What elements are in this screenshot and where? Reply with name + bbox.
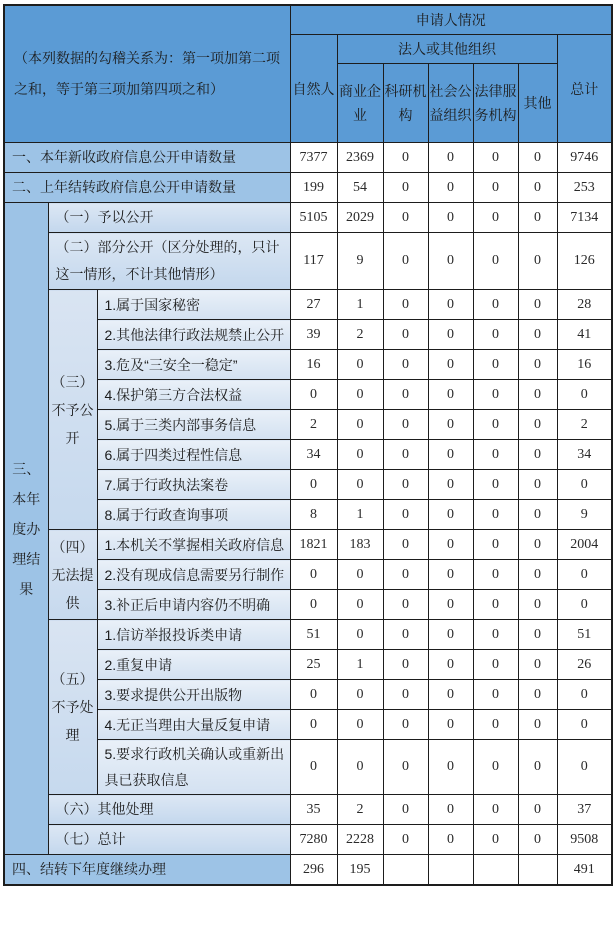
data-cell: 0 bbox=[518, 500, 557, 530]
data-cell: 7377 bbox=[290, 143, 337, 173]
data-cell: 0 bbox=[518, 320, 557, 350]
row-label: 1.属于国家秘密 bbox=[97, 290, 290, 320]
row-label: 一、本年新收政府信息公开申请数量 bbox=[4, 143, 290, 173]
data-cell: 0 bbox=[383, 380, 428, 410]
data-cell: 0 bbox=[473, 320, 518, 350]
data-cell: 0 bbox=[518, 350, 557, 380]
data-cell: 0 bbox=[557, 680, 612, 710]
info-disclosure-table bbox=[3, 4, 613, 886]
data-cell: 0 bbox=[383, 560, 428, 590]
data-cell: 0 bbox=[383, 440, 428, 470]
row-label: 4.无正当理由大量反复申请 bbox=[97, 710, 290, 740]
table-row bbox=[4, 795, 612, 825]
data-cell: 0 bbox=[290, 470, 337, 500]
data-cell: 0 bbox=[290, 680, 337, 710]
data-cell: 0 bbox=[337, 470, 383, 500]
data-cell: 0 bbox=[428, 620, 473, 650]
data-cell: 199 bbox=[290, 173, 337, 203]
data-cell: 0 bbox=[428, 590, 473, 620]
data-cell: 0 bbox=[428, 710, 473, 740]
data-cell: 7280 bbox=[290, 825, 337, 855]
data-cell: 0 bbox=[337, 560, 383, 590]
data-cell: 0 bbox=[473, 380, 518, 410]
data-cell: 0 bbox=[383, 650, 428, 680]
data-cell: 0 bbox=[473, 620, 518, 650]
data-cell: 0 bbox=[473, 500, 518, 530]
table-note: （本列数据的勾稽关系为：第一项加第二项之和，等于第三项加第四项之和） bbox=[4, 5, 290, 143]
data-cell: 0 bbox=[557, 710, 612, 740]
data-cell: 2 bbox=[337, 795, 383, 825]
table-row bbox=[4, 530, 612, 560]
table-row bbox=[4, 233, 612, 290]
data-cell: 0 bbox=[557, 380, 612, 410]
data-cell: 0 bbox=[518, 795, 557, 825]
data-cell: 0 bbox=[383, 470, 428, 500]
data-cell: 296 bbox=[290, 855, 337, 886]
data-cell: 0 bbox=[473, 530, 518, 560]
data-cell: 2369 bbox=[337, 143, 383, 173]
data-cell: 0 bbox=[473, 410, 518, 440]
column-header-other: 其他 bbox=[518, 64, 557, 143]
row-label: （七）总计 bbox=[48, 825, 290, 855]
data-cell: 2 bbox=[557, 410, 612, 440]
group-label: （五）不予处理 bbox=[48, 620, 97, 795]
data-cell: 0 bbox=[473, 290, 518, 320]
data-cell: 0 bbox=[518, 530, 557, 560]
data-cell: 0 bbox=[428, 680, 473, 710]
row-label: 1.信访举报投诉类申请 bbox=[97, 620, 290, 650]
data-cell: 2 bbox=[290, 410, 337, 440]
data-cell: 0 bbox=[383, 680, 428, 710]
data-cell: 1 bbox=[337, 500, 383, 530]
data-cell: 0 bbox=[428, 500, 473, 530]
data-cell: 0 bbox=[473, 590, 518, 620]
data-cell: 1821 bbox=[290, 530, 337, 560]
data-cell: 0 bbox=[428, 380, 473, 410]
data-cell: 0 bbox=[473, 710, 518, 740]
data-cell: 0 bbox=[518, 620, 557, 650]
data-cell: 0 bbox=[518, 410, 557, 440]
row-label: 四、结转下年度继续办理 bbox=[4, 855, 290, 886]
data-cell: 0 bbox=[383, 590, 428, 620]
row-label: 7.属于行政执法案卷 bbox=[97, 470, 290, 500]
data-cell: 0 bbox=[337, 380, 383, 410]
data-cell: 195 bbox=[337, 855, 383, 886]
data-cell: 0 bbox=[383, 795, 428, 825]
data-cell: 0 bbox=[383, 233, 428, 290]
data-cell: 0 bbox=[473, 560, 518, 590]
data-cell: 39 bbox=[290, 320, 337, 350]
row-label: 二、上年结转政府信息公开申请数量 bbox=[4, 173, 290, 203]
data-cell: 0 bbox=[428, 143, 473, 173]
data-cell: 0 bbox=[428, 410, 473, 440]
data-cell: 0 bbox=[473, 650, 518, 680]
row-label: 3.要求提供公开出版物 bbox=[97, 680, 290, 710]
data-cell: 0 bbox=[557, 740, 612, 795]
data-cell: 0 bbox=[473, 173, 518, 203]
table-row bbox=[4, 855, 612, 886]
row-label: 3.补正后申请内容仍不明确 bbox=[97, 590, 290, 620]
data-cell: 0 bbox=[428, 650, 473, 680]
data-cell: 0 bbox=[428, 470, 473, 500]
data-cell: 0 bbox=[337, 620, 383, 650]
table-row bbox=[4, 825, 612, 855]
row-label: 1.本机关不掌握相关政府信息 bbox=[97, 530, 290, 560]
data-cell: 16 bbox=[290, 350, 337, 380]
data-cell: 0 bbox=[383, 740, 428, 795]
data-cell: 0 bbox=[337, 350, 383, 380]
data-cell: 0 bbox=[473, 203, 518, 233]
data-cell: 0 bbox=[337, 710, 383, 740]
data-cell: 0 bbox=[428, 530, 473, 560]
data-cell: 0 bbox=[428, 440, 473, 470]
data-cell bbox=[383, 855, 428, 886]
data-cell: 183 bbox=[337, 530, 383, 560]
data-cell: 2029 bbox=[337, 203, 383, 233]
data-cell: 0 bbox=[383, 825, 428, 855]
data-cell: 2 bbox=[337, 320, 383, 350]
row-label: 2.其他法律行政法规禁止公开 bbox=[97, 320, 290, 350]
data-cell: 9 bbox=[337, 233, 383, 290]
data-cell: 0 bbox=[383, 320, 428, 350]
data-cell: 34 bbox=[290, 440, 337, 470]
data-cell: 0 bbox=[473, 143, 518, 173]
table-row bbox=[4, 290, 612, 320]
data-cell: 0 bbox=[518, 825, 557, 855]
data-cell: 2004 bbox=[557, 530, 612, 560]
section-label: 三、本年度办理结果 bbox=[4, 203, 48, 855]
data-cell: 0 bbox=[473, 680, 518, 710]
column-header-social: 社会公益组织 bbox=[428, 64, 473, 143]
data-cell: 0 bbox=[290, 380, 337, 410]
data-cell: 0 bbox=[518, 440, 557, 470]
data-cell: 0 bbox=[337, 410, 383, 440]
data-cell: 34 bbox=[557, 440, 612, 470]
data-cell: 41 bbox=[557, 320, 612, 350]
data-cell: 0 bbox=[337, 590, 383, 620]
column-header-legal-service: 法律服务机构 bbox=[473, 64, 518, 143]
data-cell: 0 bbox=[557, 470, 612, 500]
group-label: （三）不予公开 bbox=[48, 290, 97, 530]
data-cell: 0 bbox=[290, 710, 337, 740]
data-cell: 0 bbox=[428, 560, 473, 590]
data-cell: 0 bbox=[557, 590, 612, 620]
data-cell: 25 bbox=[290, 650, 337, 680]
data-cell: 0 bbox=[290, 740, 337, 795]
data-cell: 0 bbox=[473, 825, 518, 855]
data-cell: 26 bbox=[557, 650, 612, 680]
table-row bbox=[4, 143, 612, 173]
row-label: 4.保护第三方合法权益 bbox=[97, 380, 290, 410]
data-cell: 0 bbox=[383, 410, 428, 440]
data-cell: 253 bbox=[557, 173, 612, 203]
data-cell: 0 bbox=[383, 530, 428, 560]
data-cell: 1 bbox=[337, 650, 383, 680]
data-cell: 0 bbox=[518, 590, 557, 620]
data-cell: 0 bbox=[518, 203, 557, 233]
row-label: （二）部分公开（区分处理的，只计这一情形，不计其他情形） bbox=[48, 233, 290, 290]
data-cell: 117 bbox=[290, 233, 337, 290]
row-label: 2.重复申请 bbox=[97, 650, 290, 680]
row-label: 6.属于四类过程性信息 bbox=[97, 440, 290, 470]
group-label: （四）无法提供 bbox=[48, 530, 97, 620]
data-cell bbox=[518, 855, 557, 886]
row-label: 8.属于行政查询事项 bbox=[97, 500, 290, 530]
data-cell: 0 bbox=[473, 470, 518, 500]
data-cell: 0 bbox=[518, 710, 557, 740]
row-label: 2.没有现成信息需要另行制作 bbox=[97, 560, 290, 590]
data-cell: 0 bbox=[428, 173, 473, 203]
table-row bbox=[4, 203, 612, 233]
data-cell: 28 bbox=[557, 290, 612, 320]
data-cell: 0 bbox=[428, 233, 473, 290]
data-cell: 0 bbox=[383, 620, 428, 650]
data-cell bbox=[428, 855, 473, 886]
row-label: 5.属于三类内部事务信息 bbox=[97, 410, 290, 440]
table-row bbox=[4, 173, 612, 203]
data-cell: 5105 bbox=[290, 203, 337, 233]
data-cell: 0 bbox=[337, 740, 383, 795]
data-cell: 0 bbox=[518, 680, 557, 710]
data-cell: 0 bbox=[428, 825, 473, 855]
data-cell: 0 bbox=[518, 470, 557, 500]
data-cell: 0 bbox=[428, 203, 473, 233]
data-cell: 9 bbox=[557, 500, 612, 530]
data-cell: 0 bbox=[473, 350, 518, 380]
data-cell: 0 bbox=[383, 710, 428, 740]
data-cell: 1 bbox=[337, 290, 383, 320]
data-cell: 9746 bbox=[557, 143, 612, 173]
column-header-total: 总计 bbox=[557, 35, 612, 143]
data-cell: 54 bbox=[337, 173, 383, 203]
data-cell: 0 bbox=[383, 290, 428, 320]
data-cell: 0 bbox=[290, 560, 337, 590]
data-cell: 0 bbox=[518, 143, 557, 173]
data-cell: 0 bbox=[473, 795, 518, 825]
data-cell: 0 bbox=[428, 290, 473, 320]
data-cell: 0 bbox=[383, 350, 428, 380]
data-cell: 0 bbox=[337, 680, 383, 710]
data-cell: 51 bbox=[290, 620, 337, 650]
data-cell: 0 bbox=[518, 740, 557, 795]
data-cell: 7134 bbox=[557, 203, 612, 233]
data-cell: 16 bbox=[557, 350, 612, 380]
data-cell: 0 bbox=[518, 290, 557, 320]
data-cell: 0 bbox=[428, 320, 473, 350]
data-cell: 27 bbox=[290, 290, 337, 320]
data-cell: 0 bbox=[518, 560, 557, 590]
column-header-natural-person: 自然人 bbox=[290, 35, 337, 143]
data-cell: 0 bbox=[518, 173, 557, 203]
row-label: （六）其他处理 bbox=[48, 795, 290, 825]
data-cell: 0 bbox=[473, 740, 518, 795]
data-cell bbox=[473, 855, 518, 886]
header-legal-org: 法人或其他组织 bbox=[337, 35, 557, 64]
data-cell: 0 bbox=[518, 233, 557, 290]
data-cell: 0 bbox=[518, 650, 557, 680]
data-cell: 491 bbox=[557, 855, 612, 886]
data-cell: 0 bbox=[428, 350, 473, 380]
column-header-commercial: 商业企业 bbox=[337, 64, 383, 143]
data-cell: 0 bbox=[473, 233, 518, 290]
row-label: 5.要求行政机关确认或重新出具已获取信息 bbox=[97, 740, 290, 795]
header-applicant: 申请人情况 bbox=[290, 5, 612, 35]
data-cell: 0 bbox=[290, 590, 337, 620]
data-cell: 35 bbox=[290, 795, 337, 825]
data-cell: 0 bbox=[518, 380, 557, 410]
data-cell: 2228 bbox=[337, 825, 383, 855]
column-header-research: 科研机构 bbox=[383, 64, 428, 143]
data-cell: 0 bbox=[383, 143, 428, 173]
data-cell: 0 bbox=[337, 440, 383, 470]
row-label: 3.危及“三安全一稳定” bbox=[97, 350, 290, 380]
data-cell: 0 bbox=[557, 560, 612, 590]
data-cell: 0 bbox=[383, 173, 428, 203]
data-cell: 0 bbox=[473, 440, 518, 470]
data-cell: 9508 bbox=[557, 825, 612, 855]
data-cell: 0 bbox=[383, 500, 428, 530]
row-label: （一）予以公开 bbox=[48, 203, 290, 233]
data-cell: 8 bbox=[290, 500, 337, 530]
data-cell: 0 bbox=[383, 203, 428, 233]
data-cell: 126 bbox=[557, 233, 612, 290]
data-cell: 0 bbox=[428, 740, 473, 795]
table-row bbox=[4, 620, 612, 650]
data-cell: 0 bbox=[428, 795, 473, 825]
data-cell: 37 bbox=[557, 795, 612, 825]
data-cell: 51 bbox=[557, 620, 612, 650]
